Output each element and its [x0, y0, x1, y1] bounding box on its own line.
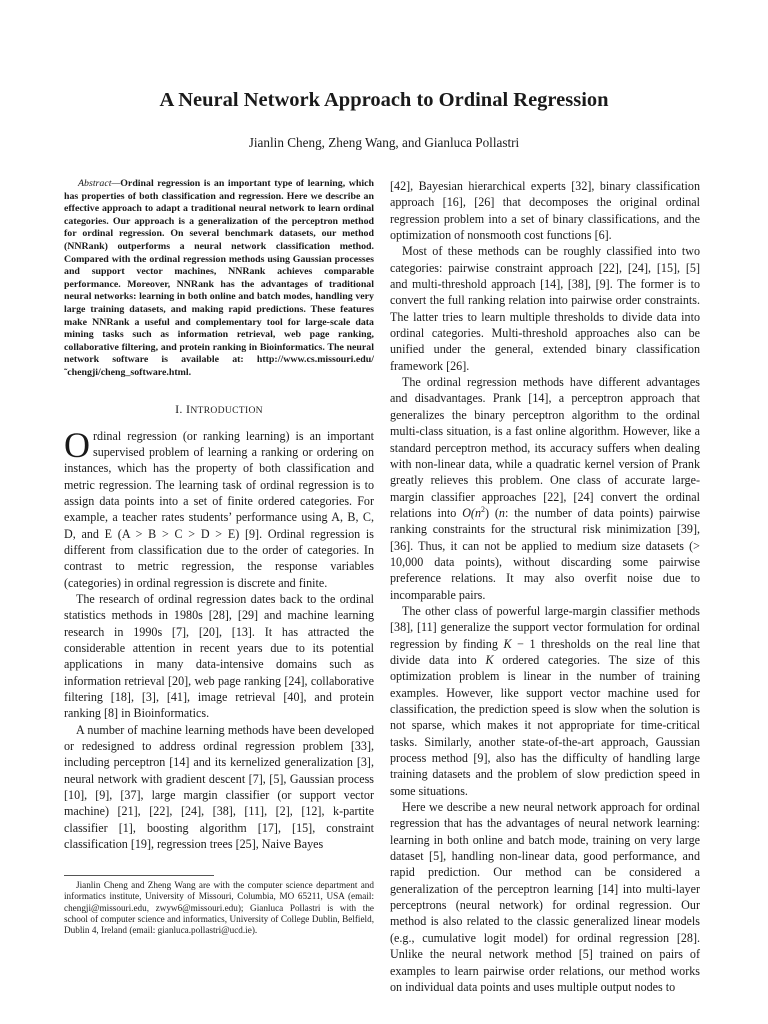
- n-squared-exponent: 2: [481, 504, 485, 514]
- intro-paragraph-2: The research of ordinal regression dates back to the ordinal statistics methods in 1980s [28], [29] and machine learning research in 1990s [7], [20], [13]. It has attracted the considerable attention in recent years due to its potential applications in many data-intensive domains such as information retrieval [20], web page ranking [24], collaborative filtering [18], [3], [41], image retrieval [40], and protein ranking [8] in Bioinformatics.: [64, 591, 374, 721]
- right-paragraph-3: [390, 374, 700, 603]
- section-title-first: I: [186, 401, 191, 416]
- paren-open: (: [489, 505, 499, 520]
- big-o-close: ): [485, 505, 490, 520]
- abstract: [64, 178, 374, 380]
- left-column: [64, 178, 374, 852]
- n-variable: n: [498, 505, 505, 520]
- right-column: [390, 178, 700, 995]
- intro-paragraph-1: [64, 424, 374, 591]
- section-heading-introduction: [64, 402, 374, 418]
- right-paragraph-3-part-b: : the number of data points) pairwise ranking constraints for the structural risk minimization [39], [36]. Thus, it can not be applied to medium size datasets (> 10,000 data points), without discarding some pairwise preference relations. It may also overfit noise due to incomparable pairs.: [390, 505, 700, 602]
- section-title-rest: NTRODUCTION: [190, 404, 263, 416]
- right-paragraph-5: Here we describe a new neural network approach for ordinal regression that has the advantages of neural network learning: learning in both online and batch mode, training on very large dataset [5], handling non-linear data, good performance, and rapid prediction. Our method can be considered a generalization of the perceptron learning [14] into multi-layer perceptrons (neural network) for ordinal regression. Our method is also related to the classic generalized linear models (e.g., cumulative logit model) for ordinal regression [28]. Unlike the neural network method [5] trained on pairs of examples to learn pairwise order relations, our method works on individual data points and uses multiple output nodes to: [390, 800, 700, 994]
- n-squared-base: (n: [470, 505, 481, 520]
- section-number: I.: [175, 401, 183, 416]
- k-variable-2: K: [485, 652, 494, 667]
- big-o-symbol: O: [462, 505, 471, 520]
- author-footnote: Jianlin Cheng and Zheng Wang are with the computer science department and informatics institute, University of Missouri, Columbia, MO 65211, USA (email: chengji@missouri.edu, zwyw6@missouri.edu); Gianluca Pollastri is with the school of computer science and informatics, University of College Dublin, Belfield, Dublin 4, Ireland (email: gianluca.pollastri@ucd.ie).: [64, 880, 374, 936]
- drop-cap: O: [64, 424, 90, 465]
- abstract-dash: —: [111, 178, 121, 189]
- paper-title: A Neural Network Approach to Ordinal Regression: [159, 89, 609, 111]
- right-paragraph-4-part-b: ordered categories. The size of this optimization problem is linear in the number of training examples. However, like support vector machine used for classification, the prediction speed is slow when the solution is not sparse, which makes it not appropriate for time-critical tasks. Similarly, another state-of-the-art approach, Gaussian process method [9], also has the difficulty of handling large training datasets and the problem of slow prediction speed in some situations.: [390, 652, 700, 798]
- intro-paragraph-1-text: rdinal regression (or ranking learning) is an important supervised problem of learning a ranking or ordering on instances, which has the property of both classification and metric regression. The learning task of ordinal regression is to assign data points into a set of finite ordered categories. For example, a teacher rates students’ performance using A, B, C, D, and E (A > B > C > D > E) [9]. Ordinal regression is different from classification due to the order of categories. In contrast to metric regression, the response variables (categories) in ordinal regression is discrete and finite.: [64, 428, 374, 590]
- intro-paragraph-3: A number of machine learning methods have been developed or redesigned to address ordinal regression problem [33], including perceptron [14] and its kernelized generalization [3], neural network with gradient descent [7], [5], Gaussian process [10], [9], [37], large margin classifier (or support vector machine) [21], [22], [24], [38], [11], [2], [12], k-partite classifier [1], boosting algorithm [17], [15], constraint classification [19], regression trees [25], Naive Bayes: [64, 722, 374, 852]
- abstract-text: Ordinal regression is an important type of learning, which has properties of both classification and regression. Here we describe an effective approach to adapt a traditional neural network to learn ordinal categories. Our approach is a generalization of the perceptron method for ordinal regression. On several benchmark datasets, our method (NNRank) outperforms a neural network classification method. Compared with the ordinal regression methods using Gaussian processes and support vector machines, NNRank achieves comparable performance. Moreover, NNRank has the advantages of traditional neural networks: learning in both online and batch modes, handling very large training datasets, and making rapid predictions. These features make NNRank a useful and complementary tool for large-scale data mining tasks such as information retrieval, web page ranking, collaborative filtering, and protein ranking in Bioinformatics. The neural network software is available at: http://www.cs.missouri.edu/˜chengji/cheng_software.html.: [64, 178, 374, 378]
- paper-authors: Jianlin Cheng, Zheng Wang, and Gianluca Pollastri: [248, 135, 520, 150]
- right-paragraph-4-minus: − 1 thresholds on the real line that divide data into: [390, 636, 700, 667]
- footnote-rule: [64, 875, 214, 876]
- right-paragraph-4-part-a: The other class of powerful large-margin classifier methods [38], [11] generalize the support vector formulation for ordinal regression by finding: [390, 603, 700, 651]
- right-paragraph-3-part-a: The ordinal regression methods have different advantages and disadvantages. Prank [14], a perceptron approach that generalizes the binary perceptron algorithm to the ordinal multi-class situation, is a fast online algorithm. However, like a standard perceptron method, its accuracy suffers when dealing with non-linear data, while a quadratic kernel version of Prank greatly relieves this problem. One class of accurate large-margin classifier approaches [22], [24] convert the ordinal relations into: [390, 375, 700, 520]
- right-paragraph-2: Most of these methods can be roughly classified into two categories: pairwise constraint approach [22], [24], [15], [5] and multi-threshold approach [14], [38], [9]. The former is to convert the full ranking relation into pairwise order constraints. The latter tries to learn multiple thresholds to divide data into ordinal categories. Multi-threshold approaches also can be unified under the general, extended binary classification framework [26].: [390, 244, 700, 373]
- abstract-label: Abstract: [78, 178, 112, 189]
- k-variable-1: K: [503, 636, 512, 651]
- right-paragraph-4: [390, 603, 700, 799]
- right-paragraph-1: [42], Bayesian hierarchical experts [32], binary classification approach [16], [26] that decomposes the original ordinal regression problem into a set of binary classifications, and the optimization of nonsmooth cost functions [6].: [390, 179, 700, 243]
